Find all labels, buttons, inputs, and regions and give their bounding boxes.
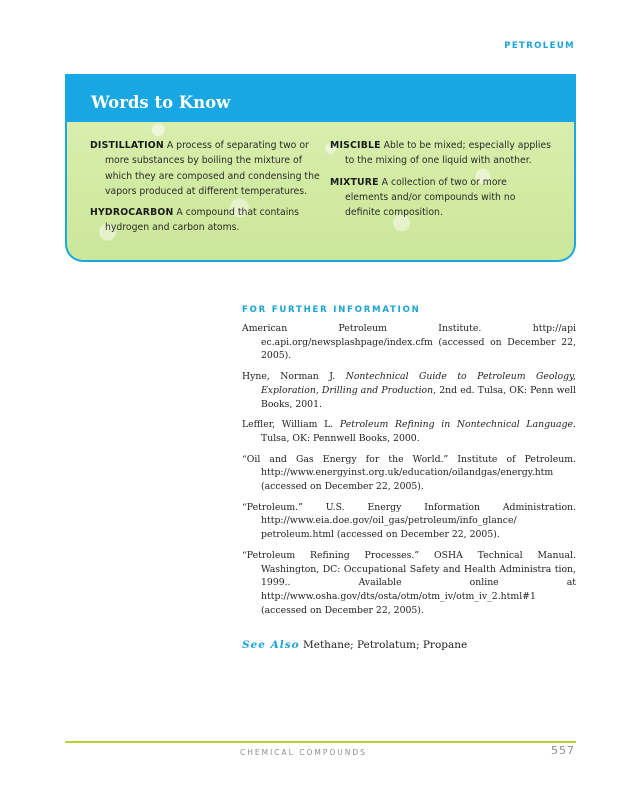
reference-text: Hyne, Norman J.	[242, 371, 346, 383]
glossary-column-left	[90, 138, 322, 242]
glossary-term: MIXTURE	[330, 176, 379, 188]
reference-text: Leffler, William L.	[242, 419, 340, 431]
further-information-section	[242, 305, 576, 651]
reference-entry	[242, 418, 576, 445]
reference-entry	[242, 549, 576, 618]
reference-entry	[242, 453, 576, 494]
footer-book-title: CHEMICAL COMPOUNDS	[240, 748, 367, 757]
glossary-entry	[90, 205, 322, 236]
words-to-know-title: Words to Know	[91, 93, 231, 112]
reference-entry	[242, 322, 576, 363]
glossary-entry	[330, 138, 552, 169]
words-to-know-header	[67, 74, 574, 122]
reference-text: “Petroleum Refining Processes.” OSHA Technical Manual. Washington, DC: Occupational Safety and Health Administra tion, 1999.. Available online at http://www.osha.gov/dts/osta/otm/otm_iv/otm_iv_2.html#1 (accessed on December 22, 2005).	[242, 549, 576, 616]
glossary-term: DISTILLATION	[90, 140, 164, 151]
reference-text-tail: 2nd ed. Tulsa, OK: Penn well Books, 2001.	[261, 384, 576, 410]
reference-italic-title: Nontechnical Guide to Petroleum Geology, Exploration, Drilling and Production,	[261, 371, 577, 396]
reference-italic-title: Petroleum Refining in Nontechnical Language.	[339, 419, 576, 431]
glossary-definition: Able to be mixed; especially applies to the mixing of one liquid with another.	[345, 140, 552, 167]
see-also-label: See Also	[242, 639, 300, 652]
page-number: 557	[551, 744, 575, 757]
glossary-term: HYDROCARBON	[90, 207, 174, 219]
glossary-term: MISCIBLE	[330, 140, 381, 151]
see-also-links: Methane; Petrolatum; Propane	[303, 639, 468, 652]
see-also-line	[242, 639, 576, 651]
glossary-definition: A collection of two or more elements and/or compounds with no definite composition.	[345, 176, 516, 219]
reference-text-tail: Tulsa, OK: Pennwell Books, 2000.	[261, 432, 420, 444]
glossary-entry	[330, 175, 552, 221]
glossary-column-right	[330, 138, 552, 226]
running-head: PETROLEUM	[504, 41, 575, 51]
reference-text: American Petroleum Institute. http://api ec.api.org/newsplashpage/index.cfm (accessed on December 22, 2005).	[242, 323, 576, 362]
further-information-heading: FOR FURTHER INFORMATION	[242, 305, 421, 315]
reference-entry	[242, 370, 576, 411]
reference-entry	[242, 501, 576, 542]
reference-text: “Petroleum.” U.S. Energy Information Administration. http://www.eia.doe.gov/oil_gas/petroleum/info_glance/ petroleum.html (accessed on December 22, 2005).	[242, 501, 576, 541]
glossary-entry	[90, 138, 322, 199]
footer-rule	[65, 741, 576, 743]
words-to-know-box	[65, 74, 576, 262]
glossary-definition: A process of separating two or more substances by boiling the mixture of which they are composed and condensing the vapors produced at different temperatures.	[105, 140, 320, 197]
reference-text: “Oil and Gas Energy for the World.” Institute of Petroleum. http://www.energyinst.org.uk/education/oilandgas/energy.htm (accessed on December 22, 2005).	[242, 453, 576, 493]
glossary-definition: A compound that contains hydrogen and carbon atoms.	[105, 207, 300, 234]
